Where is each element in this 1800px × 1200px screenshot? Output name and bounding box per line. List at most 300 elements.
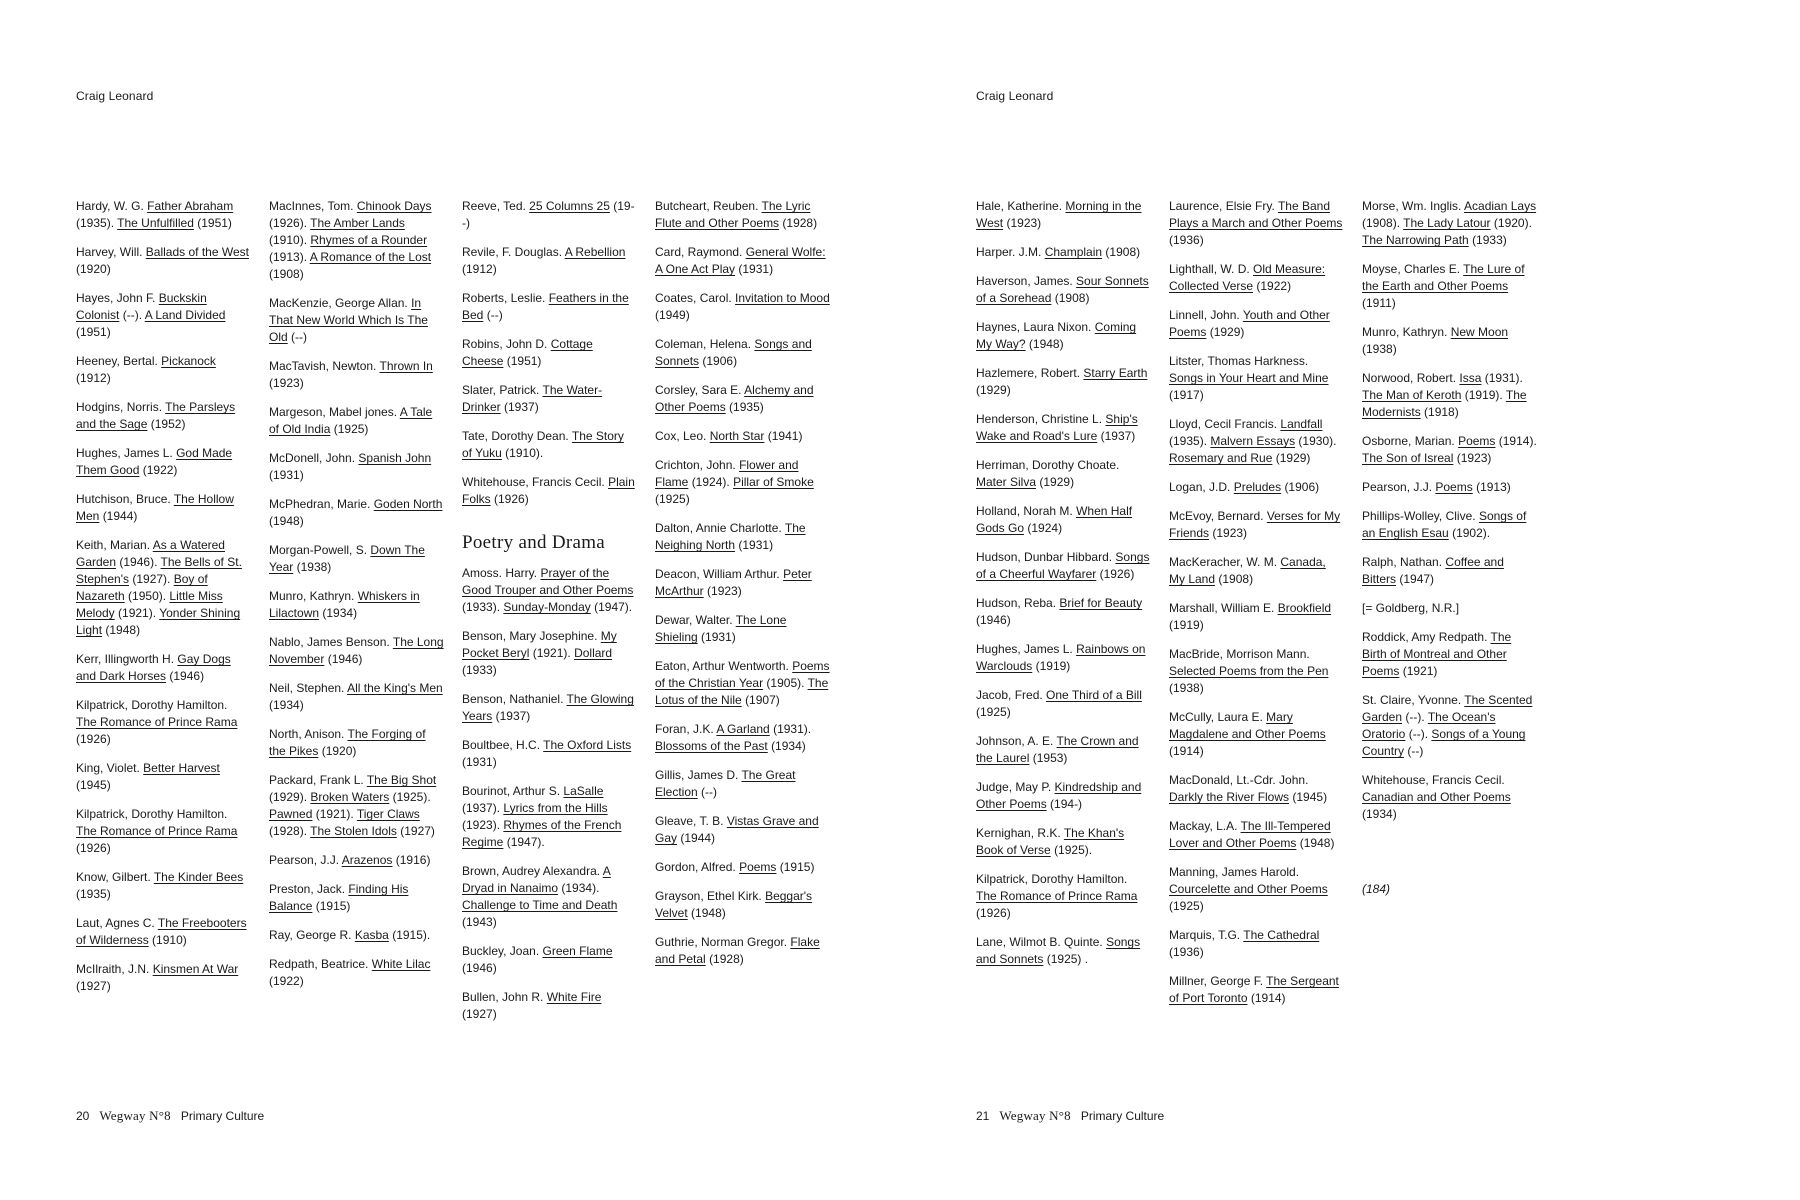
entry-year: (1931): [738, 538, 774, 552]
entry-author: Laurence, Elsie Fry.: [1169, 199, 1275, 213]
entry-title: Rosemary and Rue: [1169, 451, 1273, 465]
bibliography-entry: [269, 198, 444, 283]
entry-year: (1910).: [505, 446, 544, 460]
entry-title: Courcelette and Other Poems: [1169, 882, 1328, 896]
entry-year: (1906): [702, 354, 738, 368]
entry-author: Butcheart, Reuben.: [655, 199, 759, 213]
entry-title: Kindredship and Other Poems: [976, 780, 1142, 811]
entry-title: Thrown In: [379, 359, 433, 373]
entry-author: Munro, Kathryn.: [269, 589, 355, 603]
entry-author: Redpath, Beatrice.: [269, 957, 369, 971]
page-note: (184): [1362, 882, 1391, 896]
entry-author: Whitehouse, Francis Cecil.: [1362, 773, 1505, 787]
entry-title: The Ill-Tempered Lover and Other Poems: [1169, 819, 1331, 850]
entry-author: Hale, Katherine.: [976, 199, 1063, 213]
entry-title: Malvern Essays: [1210, 434, 1296, 448]
entry-year: (1927).: [132, 572, 171, 586]
entry-author: Kilpatrick, Dorothy Hamilton.: [976, 872, 1128, 886]
entry-title: The Lady Latour: [1403, 216, 1491, 230]
entry-title: Darkly the River Flows: [1169, 790, 1290, 804]
entry-author: Roddick, Amy Redpath.: [1362, 630, 1488, 644]
entry-author: MacTavish, Newton.: [269, 359, 377, 373]
entry-title: Spanish John: [358, 451, 432, 465]
entry-author: McCully, Laura E.: [1169, 710, 1263, 724]
column-1: [976, 198, 1169, 1019]
entry-year: (--).: [1408, 727, 1429, 741]
entry-title: The Amber Lands: [310, 216, 405, 230]
bibliography-entry: [462, 863, 637, 931]
entry-year: (1925).: [392, 790, 431, 804]
entry-year: (1925): [655, 492, 690, 506]
entry-author: MacKeracher, W. M.: [1169, 555, 1278, 569]
bibliography-entry: [76, 961, 251, 995]
entry-year: (1943): [462, 915, 497, 929]
entry-title: Yonder Shining Light: [76, 606, 241, 637]
entry-title: My Pocket Beryl: [462, 629, 617, 660]
bibliography-columns: [76, 198, 848, 1035]
bibliography-entry: [1362, 600, 1537, 617]
entry-year: (1922): [142, 463, 178, 477]
entry-title: The Unfulfilled: [117, 216, 194, 230]
bibliography-entry: [976, 365, 1151, 399]
entry-year: (1935).: [76, 216, 115, 230]
bibliography-entry: [976, 641, 1151, 675]
entry-title: Poems: [1458, 434, 1496, 448]
bibliography-entry: [76, 537, 251, 639]
bibliography-entry: [76, 760, 251, 794]
entry-year: (1946): [169, 669, 205, 683]
bibliography-entry: [269, 358, 444, 392]
bibliography-entry: [976, 779, 1151, 813]
entry-title: The Hollow Men: [76, 492, 234, 523]
entry-title: The Cathedral: [1243, 928, 1320, 942]
journal-section: Primary Culture: [180, 1109, 265, 1123]
column-4: [655, 198, 848, 1035]
entry-title: Brief for Beauty: [1059, 596, 1143, 610]
entry-year: (1921).: [118, 606, 157, 620]
entry-title: Tiger Claws: [356, 807, 420, 821]
entry-year: (1923).: [462, 818, 501, 832]
bibliography-entry: [976, 273, 1151, 307]
entry-year: (--).: [122, 308, 143, 322]
entry-year: (1923): [1456, 451, 1492, 465]
entry-author: Pearson, J.J.: [269, 853, 340, 867]
entry-year: (--).: [1405, 710, 1425, 724]
entry-author: Kilpatrick, Dorothy Hamilton.: [76, 698, 228, 712]
entry-title: In That New World Which Is The Old: [269, 296, 428, 344]
bibliography-entry: [655, 767, 830, 801]
entry-author: Hughes, James L.: [976, 642, 1073, 656]
entry-title: Songs and Sonnets: [976, 935, 1141, 966]
bibliography-entry: [76, 198, 251, 232]
bibliography-columns: [976, 198, 1555, 1019]
entry-year: (1922): [269, 974, 304, 988]
entry-author: Marquis, T.G.: [1169, 928, 1241, 942]
entry-year: (1915).: [392, 928, 431, 942]
entry-title: Kinsmen At War: [152, 962, 239, 976]
entry-year: (1914): [1169, 744, 1204, 758]
entry-year: (1926): [76, 732, 111, 746]
entry-author: Robins, John D.: [462, 337, 548, 351]
bibliography-entry: [462, 244, 637, 278]
entry-title: Buckskin Colonist: [76, 291, 207, 322]
entry-title: Broken Waters: [310, 790, 390, 804]
entry-author: Norwood, Robert.: [1362, 371, 1457, 385]
bibliography-entry: [462, 336, 637, 370]
entry-title: The Man of Keroth: [1362, 388, 1462, 402]
entry-title: Verses for My Friends: [1169, 509, 1341, 540]
entry-year: (1931).: [773, 722, 812, 736]
entry-year: (1927): [400, 824, 435, 838]
bibliography-entry: [462, 565, 637, 616]
entry-title: All the King's Men: [347, 681, 443, 695]
entry-year: (1929): [1275, 451, 1311, 465]
entry-year: (1951): [76, 325, 111, 339]
entry-author: Haverson, James.: [976, 274, 1073, 288]
entry-author: Coates, Carol.: [655, 291, 732, 305]
page-number: 21: [976, 1109, 990, 1123]
entry-title: Landfall: [1280, 417, 1323, 431]
entry-author: McPhedran, Marie.: [269, 497, 371, 511]
entry-author: Johnson, A. E.: [976, 734, 1054, 748]
entry-title: Feathers in the Bed: [462, 291, 629, 322]
bibliography-entry: [269, 680, 444, 714]
entry-year: (1947).: [594, 600, 633, 614]
bibliography-entry: [1169, 307, 1344, 341]
bibliography-entry: [269, 927, 444, 944]
entry-year: (1933): [462, 663, 497, 677]
entry-title: Coffee and Bitters: [1362, 555, 1504, 586]
bibliography-entry: [269, 588, 444, 622]
entry-author: Kerr, Illingworth H.: [76, 652, 175, 666]
entry-author: Pearson, J.J.: [1362, 480, 1433, 494]
bibliography-entry: [1169, 600, 1344, 634]
entry-title: Cottage Cheese: [462, 337, 593, 368]
entry-author: Reeve, Ted.: [462, 199, 526, 213]
bibliography-entry: [655, 428, 830, 445]
entry-title: The Lyric Flute and Other Poems: [655, 199, 811, 230]
entry-title: The Bells of St. Stephen's: [76, 555, 242, 586]
bibliography-entry: [1169, 554, 1344, 588]
entry-title: The Glowing Years: [462, 692, 634, 723]
entry-author: North, Anison.: [269, 727, 345, 741]
entry-author: Coleman, Helena.: [655, 337, 752, 351]
entry-author: Gordon, Alfred.: [655, 860, 736, 874]
bibliography-entry: [269, 726, 444, 760]
bibliography-entry: [976, 934, 1151, 968]
entry-author: Haynes, Laura Nixon.: [976, 320, 1092, 334]
bibliography-entry: [76, 399, 251, 433]
entry-title: General Wolfe: A One Act Play: [655, 245, 826, 276]
entry-title: The Stolen Idols: [310, 824, 397, 838]
bibliography-entry: [655, 612, 830, 646]
entry-year: (1927): [462, 1007, 497, 1021]
entry-author: Ray, George R.: [269, 928, 352, 942]
bibliography-entry: [1362, 198, 1537, 249]
entry-year: (1937): [495, 709, 531, 723]
entry-author: Morse, Wm. Inglis.: [1362, 199, 1462, 213]
entry-author: Hardy, W. G.: [76, 199, 144, 213]
bibliography-entry: [462, 290, 637, 324]
entry-title: Alchemy and Other Poems: [655, 383, 814, 414]
bibliography-entry: [655, 934, 830, 968]
bibliography-entry: [462, 198, 637, 232]
entry-year: (1948): [1299, 836, 1335, 850]
entry-year: (1934): [1362, 807, 1397, 821]
entry-year: (1944): [680, 831, 716, 845]
entry-author: Moyse, Charles E.: [1362, 262, 1461, 276]
entry-title: The Freebooters of Wilderness: [76, 916, 247, 947]
entry-year: (1933): [1472, 233, 1507, 247]
entry-title: Boy of Nazareth: [76, 572, 208, 603]
entry-year: (1928): [709, 952, 744, 966]
bibliography-entry: [462, 989, 637, 1023]
entry-author: Harvey, Will.: [76, 245, 143, 259]
entry-author: Laut, Agnes C.: [76, 916, 155, 930]
entry-author: Ralph, Nathan.: [1362, 555, 1443, 569]
entry-title: Selected Poems from the Pen: [1169, 664, 1329, 678]
entry-title: Issa: [1459, 371, 1482, 385]
bibliography-entry: [269, 404, 444, 438]
entry-year: (1948): [269, 514, 304, 528]
entry-title: Preludes: [1233, 480, 1282, 494]
entry-author: MacKenzie, George Allan.: [269, 296, 408, 310]
entry-title: Whiskers in Lilactown: [269, 589, 420, 620]
entry-year: (1913).: [269, 250, 308, 264]
entry-author: Holland, Norah M.: [976, 504, 1073, 518]
entry-title: Ship's Wake and Road's Lure: [976, 412, 1138, 443]
entry-title: Sunday-Monday: [503, 600, 591, 614]
bibliography-entry: [1362, 772, 1537, 823]
bibliography-entry: [1362, 479, 1537, 496]
entry-title: A Garland: [716, 722, 770, 736]
entry-title: Rhymes of the French Regime: [462, 818, 622, 849]
entry-year: (1902).: [1452, 526, 1491, 540]
entry-year: (1925): [1169, 899, 1204, 913]
entry-title: The Oxford Lists: [543, 738, 632, 752]
entry-year: (1913): [1476, 480, 1511, 494]
entry-author: Logan, J.D.: [1169, 480, 1231, 494]
entry-year: (1951): [197, 216, 232, 230]
entry-year: (1938): [296, 560, 332, 574]
entry-year: (1908): [1218, 572, 1254, 586]
bibliography-entry: [462, 783, 637, 851]
bibliography-entry: [976, 503, 1151, 537]
entry-title: The Narrowing Path: [1362, 233, 1469, 247]
entry-title: The Long November: [269, 635, 444, 666]
entry-title: Champlain: [1044, 245, 1103, 259]
entry-author: Packard, Frank L.: [269, 773, 364, 787]
entry-author: Amoss. Harry.: [462, 566, 538, 580]
entry-title: A Rebellion: [564, 245, 626, 259]
entry-author: Corsley, Sara E.: [655, 383, 742, 397]
entry-title: The Scented Garden: [1362, 693, 1533, 724]
entry-title: White Fire: [546, 990, 602, 1004]
entry-year: (1921): [1402, 664, 1438, 678]
entry-year: (--): [1407, 744, 1424, 758]
entry-year: (1944): [102, 509, 138, 523]
bibliography-entry: [1362, 508, 1537, 542]
entry-title: When Half Gods Go: [976, 504, 1133, 535]
entry-author: Lane, Wilmot B. Quinte.: [976, 935, 1103, 949]
entry-year: (1931): [738, 262, 774, 276]
entry-title: Canadian and Other Poems: [1362, 790, 1511, 804]
entry-title: Beggar's Velvet: [655, 889, 813, 920]
bibliography-entry: [76, 697, 251, 748]
entry-year: (1921).: [315, 807, 354, 821]
bibliography-entry: [976, 411, 1151, 445]
entry-year: (1918): [1424, 405, 1459, 419]
entry-title: Pawned: [269, 807, 313, 821]
entry-author: Hughes, James L.: [76, 446, 173, 460]
entry-title: North Star: [709, 429, 765, 443]
entry-author: Morgan-Powell, S.: [269, 543, 368, 557]
entry-title: Ballads of the West: [145, 245, 249, 259]
entry-title: The Son of Isreal: [1362, 451, 1454, 465]
entry-author: Boultbee, H.C.: [462, 738, 541, 752]
entry-year: (1934).: [561, 881, 600, 895]
bibliography-entry: [269, 542, 444, 576]
entry-year: (1923): [269, 376, 304, 390]
entry-title: The Parsleys and the Sage: [76, 400, 236, 431]
bibliography-entry: [462, 428, 637, 462]
entry-author: Bullen, John R.: [462, 990, 544, 1004]
entry-title: Old Measure: Collected Verse: [1169, 262, 1326, 293]
entry-author: Hutchison, Bruce.: [76, 492, 171, 506]
bibliography-entry: [655, 520, 830, 554]
entry-author: Phillips-Wolley, Clive.: [1362, 509, 1476, 523]
journal-logo: Wegway N°8: [99, 1108, 171, 1123]
bibliography-entry: [462, 943, 637, 977]
entry-author: Kilpatrick, Dorothy Hamilton.: [76, 807, 228, 821]
entry-year: (19--): [462, 199, 635, 230]
entry-year: (1935).: [1169, 434, 1208, 448]
entry-author: Preston, Jack.: [269, 882, 346, 896]
journal-logo: Wegway N°8: [999, 1108, 1071, 1123]
entry-year: (1929): [1209, 325, 1245, 339]
entry-title: The Sergeant of Port Toronto: [1169, 974, 1339, 1005]
entry-author: King, Violet.: [76, 761, 140, 775]
bibliography-entry: [976, 244, 1151, 261]
entry-title: Morning in the West: [976, 199, 1142, 230]
entry-title: Poems: [739, 860, 777, 874]
entry-author: Hayes, John F.: [76, 291, 156, 305]
bibliography-entry: [1169, 353, 1344, 404]
entry-title: Rhymes of a Rounder: [310, 233, 428, 247]
entry-author: Dalton, Annie Charlotte.: [655, 521, 782, 535]
entry-author: Hodgins, Norris.: [76, 400, 163, 414]
entry-year: (1937): [504, 400, 539, 414]
entry-title: Starry Earth: [1083, 366, 1148, 380]
entry-year: (1919).: [1464, 388, 1503, 402]
bibliography-entry: [76, 290, 251, 341]
entry-author: Brown, Audrey Alexandra.: [462, 864, 601, 878]
bibliography-entry: [1362, 261, 1537, 312]
entry-author: Eaton, Arthur Wentworth.: [655, 659, 789, 673]
entry-year: (1919): [1035, 659, 1071, 673]
entry-title: Invitation to Mood: [735, 291, 830, 305]
bibliography-entry: [76, 915, 251, 949]
entry-author: Litster, Thomas Harkness.: [1169, 354, 1309, 368]
entry-author: MacDonald, Lt.-Cdr. John.: [1169, 773, 1309, 787]
bibliography-entry: [1169, 508, 1344, 542]
entry-author: Marshall, William E.: [1169, 601, 1275, 615]
entry-author: Lloyd, Cecil Francis.: [1169, 417, 1278, 431]
entry-title: Coming My Way?: [976, 320, 1137, 351]
entry-title: Youth and Other Poems: [1169, 308, 1330, 339]
entry-year: (1924).: [691, 475, 730, 489]
entry-year: (1915): [779, 860, 815, 874]
entry-year: (1926): [1099, 567, 1135, 581]
entry-year: (1953): [1032, 751, 1068, 765]
entry-title: Plain Folks: [462, 475, 635, 506]
entry-title: Rainbows on Warclouds: [976, 642, 1146, 673]
entry-year: (1915): [315, 899, 351, 913]
entry-title: Pillar of Smoke: [733, 475, 814, 489]
entry-title: God Made Them Good: [76, 446, 233, 477]
entry-title: Goden North: [373, 497, 443, 511]
entry-author: Deacon, William Arthur.: [655, 567, 780, 581]
entry-title: The Romance of Prince Rama: [976, 889, 1138, 903]
bibliography-entry: [976, 733, 1151, 767]
bibliography-entry: [655, 457, 830, 508]
bibliography-entry: [76, 806, 251, 857]
bibliography-entry: [655, 244, 830, 278]
bibliography-entry: [1169, 818, 1344, 852]
column-2: [269, 198, 462, 1035]
entry-year: (1935): [76, 887, 111, 901]
entry-title: The Neighing North: [655, 521, 806, 552]
bibliography-entry: [269, 295, 444, 346]
entry-author: Revile, F. Douglas.: [462, 245, 563, 259]
bibliography-entry: [655, 888, 830, 922]
bibliography-entry: [462, 628, 637, 679]
entry-title: The Khan's Book of Verse: [976, 826, 1125, 857]
entry-author: McIlraith, J.N.: [76, 962, 150, 976]
entry-year: (1908): [269, 267, 304, 281]
bibliography-entry: [269, 772, 444, 840]
entry-title: Brookfield: [1277, 601, 1332, 615]
bibliography-entry: [1169, 416, 1344, 467]
entry-year: (1908): [1105, 245, 1141, 259]
entry-year: (1930).: [1298, 434, 1337, 448]
bibliography-entry: [269, 450, 444, 484]
column-3: [462, 198, 655, 1035]
entry-year: (1934): [322, 606, 358, 620]
entry-year: (1925).: [1054, 843, 1093, 857]
entry-title: Poems of the Christian Year: [655, 659, 830, 690]
entry-title: Songs of an English Esau: [1362, 509, 1527, 540]
entry-author: Lighthall, W. D.: [1169, 262, 1250, 276]
entry-title: Peter McArthur: [655, 567, 812, 598]
entry-title: Prayer of the Good Trouper and Other Poems: [462, 566, 634, 597]
page-number: 20: [76, 1109, 90, 1123]
entry-title: Canada, My Land: [1169, 555, 1326, 586]
entry-title: The Great Election: [655, 768, 796, 799]
entry-title: Mary Magdalene and Other Poems: [1169, 710, 1326, 741]
bibliography-entry: [1169, 772, 1344, 806]
entry-year: (1936): [1169, 945, 1204, 959]
entry-year: (1931): [701, 630, 736, 644]
column-1: [76, 198, 269, 1035]
entry-title: Pickanock: [161, 354, 216, 368]
entry-title: One Third of a Bill: [1046, 688, 1142, 702]
entry-author: Osborne, Marian.: [1362, 434, 1455, 448]
bibliography-entry: [76, 491, 251, 525]
bibliography-entry: [76, 244, 251, 278]
bibliography-entry: [976, 549, 1151, 583]
entry-author: Gleave, T. B.: [655, 814, 724, 828]
